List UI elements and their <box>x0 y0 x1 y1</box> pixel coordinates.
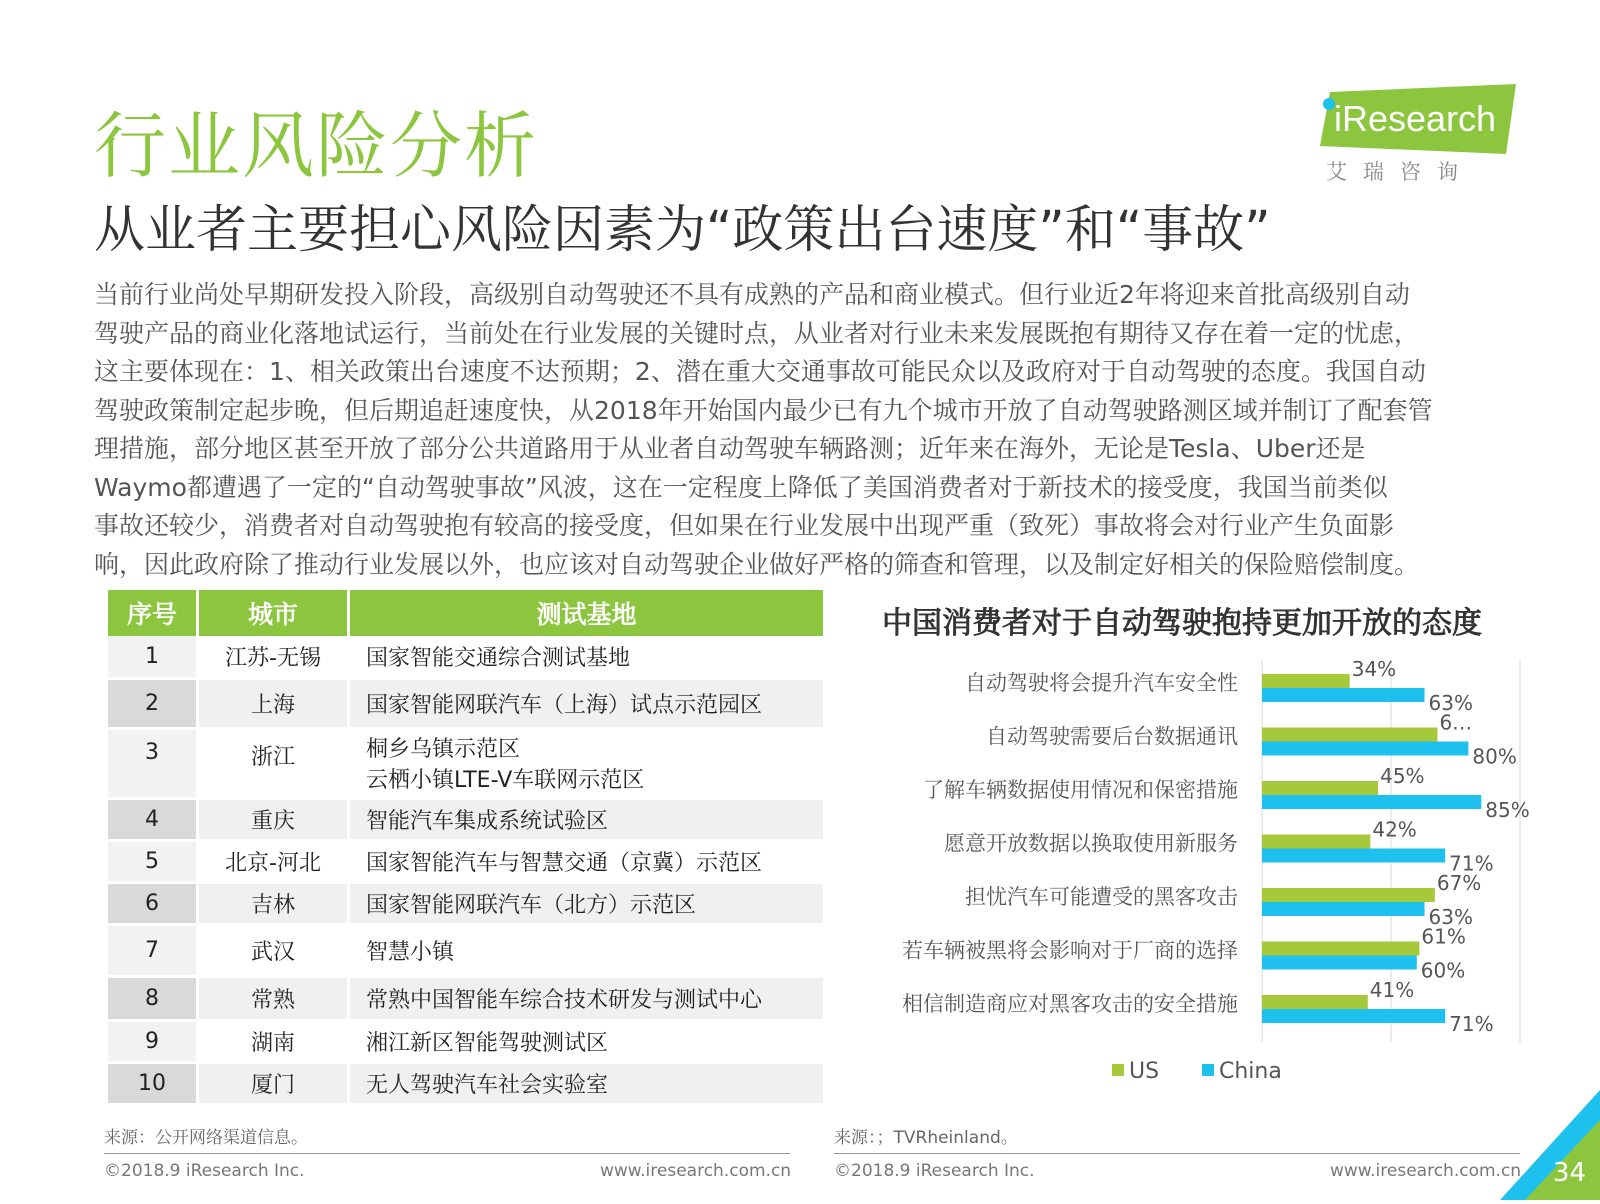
cell-city: 常熟 <box>198 976 349 1020</box>
category-label: 自动驾驶需要后台数据通讯 <box>986 724 1238 749</box>
data-label: 71% <box>1449 1012 1494 1036</box>
cell-no: 5 <box>108 840 198 882</box>
bar-us <box>1262 888 1435 902</box>
cell-city: 重庆 <box>198 798 349 840</box>
source-note-right: 来源：；TVRheinland。 <box>834 1128 1018 1148</box>
cell-base <box>349 1020 825 1062</box>
page-number: 34 <box>1552 1158 1586 1188</box>
cell-city: 武汉 <box>198 924 349 976</box>
cell-no: 1 <box>108 636 198 678</box>
cell-no: 10 <box>108 1062 198 1104</box>
cell-no: 3 <box>108 728 198 798</box>
table-row <box>108 678 825 728</box>
logo-brand-cn: 艾瑞咨询 <box>1326 160 1474 184</box>
page-subtitle: 从业者主要担心风险因素为“政策出台速度”和“事故” <box>94 201 1271 260</box>
body-line: 这主要体现在：1、相关政策出台速度不达预期；2、潜在重大交通事故可能民众以及政府对于自动驾驶的态度。我国自动 <box>94 357 1426 386</box>
table-row <box>108 924 825 976</box>
body-line: 当前行业尚处早期研发投入阶段，高级别自动驾驶还不具有成熟的产品和商业模式。但行业近2年将迎来首批高级别自动 <box>94 280 1410 309</box>
cell-base-line: 国家智能汽车与智慧交通（京冀）示范区 <box>366 850 763 876</box>
cell-base-line: 桐乡乌镇示范区 <box>366 737 521 762</box>
data-label: 85% <box>1485 798 1530 822</box>
cell-base <box>349 678 825 728</box>
legend-swatch-china <box>1202 1064 1214 1076</box>
cell-base-line: 常熟中国智能车综合技术研发与测试中心 <box>366 987 763 1013</box>
logo-brand: iResearch <box>1334 98 1497 139</box>
cell-base-line: 智能汽车集成系统试验区 <box>366 808 609 834</box>
table-row <box>108 636 825 678</box>
footer-url-right: www.iresearch.com.cn <box>1330 1161 1522 1181</box>
footer-divider-left <box>104 1153 790 1154</box>
cell-city: 吉林 <box>198 882 349 924</box>
body-line: 响，因此政府除了推动行业发展以外，也应该对自动驾驶企业做好严格的筛查和管理，以及制定好相关的保险赔偿制度。 <box>94 549 1420 579</box>
table-row <box>108 798 825 840</box>
cell-no: 8 <box>108 976 198 1020</box>
data-label: 63% <box>1428 905 1473 929</box>
data-label: 61% <box>1421 924 1466 949</box>
bar-us <box>1262 728 1437 742</box>
test-site-table <box>108 590 826 1106</box>
cell-base-line: 国家智能交通综合测试基地 <box>366 645 631 671</box>
table-row <box>108 1062 825 1104</box>
cell-no: 9 <box>108 1020 198 1062</box>
data-label: 71% <box>1449 851 1494 876</box>
header-no: 序号 <box>108 590 198 636</box>
cell-city: 北京-河北 <box>198 840 349 882</box>
legend-label: China <box>1219 1059 1282 1084</box>
iresearch-logo <box>1320 84 1520 184</box>
header-base: 测试基地 <box>349 590 825 636</box>
cell-base <box>349 728 825 798</box>
bar-china <box>1262 795 1481 809</box>
body-line: Waymo都遭遇了一定的“自动驾驶事故”风波，这在一定程度上降低了美国消费者对于新技术的接受度，我国当前类似 <box>94 472 1388 502</box>
data-label: 80% <box>1472 744 1517 769</box>
data-label: 41% <box>1369 978 1415 1002</box>
category-label: 相信制造商应对黑客攻击的安全措施 <box>902 992 1238 1016</box>
body-line: 驾驶政策制定起步晚，但后期追赶速度快，从2018年开始国内最少已有九个城市开放了自动驾驶路测区域并制订了配套管 <box>94 395 1433 425</box>
cell-base-line: 云栖小镇LTE-V车联网示范区 <box>366 768 645 793</box>
bar-china <box>1262 688 1425 702</box>
bar-us <box>1262 995 1368 1009</box>
bar-us <box>1262 835 1370 849</box>
cell-city: 江苏-无锡 <box>198 636 349 678</box>
cell-city: 湖南 <box>198 1020 349 1062</box>
cell-no: 4 <box>108 798 198 840</box>
bar-china <box>1262 742 1468 756</box>
survey-bar-chart <box>870 660 1530 1090</box>
table-row <box>108 728 825 798</box>
table-row <box>108 976 825 1020</box>
cell-city: 上海 <box>198 678 349 728</box>
cell-base <box>349 882 825 924</box>
bar-china <box>1262 956 1417 970</box>
bar-us <box>1262 781 1378 795</box>
table-row <box>108 1020 825 1062</box>
cell-base <box>349 924 825 976</box>
category-label: 担忧汽车可能遭受的黑客攻击 <box>965 885 1238 909</box>
cell-base <box>349 1062 825 1104</box>
category-label: 了解车辆数据使用情况和保密措施 <box>923 778 1238 802</box>
data-label: 45% <box>1380 764 1425 788</box>
category-label: 自动驾驶将会提升汽车安全性 <box>965 671 1238 695</box>
cell-base <box>349 798 825 840</box>
bar-us <box>1262 942 1419 956</box>
header-city: 城市 <box>198 590 349 636</box>
cell-base <box>349 840 825 882</box>
bar-china <box>1262 1009 1445 1023</box>
chart-title: 中国消费者对于自动驾驶抱持更加开放的态度 <box>882 606 1482 641</box>
cell-base-line: 湘江新区智能驾驶测试区 <box>366 1030 609 1056</box>
category-label: 若车辆被黑将会影响对于厂商的选择 <box>902 938 1238 963</box>
category-label: 愿意开放数据以换取使用新服务 <box>944 831 1238 856</box>
cell-base <box>349 976 825 1020</box>
legend-swatch-us <box>1112 1064 1124 1076</box>
data-label: 63% <box>1428 691 1473 715</box>
body-line: 事故还较少，消费者对自动驾驶抱有较高的接受度，但如果在行业发展中出现严重（致死）事故将会对行业产生负面影 <box>94 511 1395 540</box>
data-label: 42% <box>1372 817 1417 842</box>
cell-no: 2 <box>108 678 198 728</box>
cell-city: 厦门 <box>198 1062 349 1104</box>
cell-no: 6 <box>108 882 198 924</box>
bar-china <box>1262 902 1425 916</box>
data-label: 34% <box>1351 660 1397 681</box>
cell-base-line: 国家智能网联汽车（北方）示范区 <box>366 892 697 918</box>
bar-us <box>1262 674 1350 688</box>
body-line: 驾驶产品的商业化落地试运行，当前处在行业发展的关键时点，从业者对行业未来发展既抱有期待又存在着一定的忧虑， <box>94 318 1420 348</box>
cell-city: 浙江 <box>198 728 349 798</box>
footer-copyright-left: ©2018.9 iResearch Inc. <box>104 1161 305 1181</box>
table-row <box>108 882 825 924</box>
table-row <box>108 840 825 882</box>
data-label: 67% <box>1436 871 1482 895</box>
data-label: 60% <box>1420 958 1466 983</box>
cell-base-line: 国家智能网联汽车（上海）试点示范园区 <box>366 692 763 718</box>
cell-no: 7 <box>108 924 198 976</box>
body-paragraph <box>94 276 1514 584</box>
source-note-left: 来源：公开网络渠道信息。 <box>104 1128 308 1148</box>
cell-base-line: 智慧小镇 <box>366 939 455 965</box>
footer-copyright-right: ©2018.9 iResearch Inc. <box>834 1161 1035 1181</box>
data-label: 6… <box>1439 710 1473 735</box>
legend-label: US <box>1129 1059 1160 1084</box>
cell-base <box>349 636 825 678</box>
bar-china <box>1262 849 1445 863</box>
cell-base-line: 无人驾驶汽车社会实验室 <box>366 1072 609 1098</box>
body-line: 理措施，部分地区甚至开放了部分公共道路用于从业者自动驾驶车辆路测；近年来在海外，无论是Tesla、Uber还是 <box>94 434 1366 463</box>
table-header-row <box>108 590 825 636</box>
page-title: 行业风险分析 <box>94 104 539 188</box>
footer-url-left: www.iresearch.com.cn <box>600 1161 792 1181</box>
footer-divider-right <box>834 1153 1520 1154</box>
